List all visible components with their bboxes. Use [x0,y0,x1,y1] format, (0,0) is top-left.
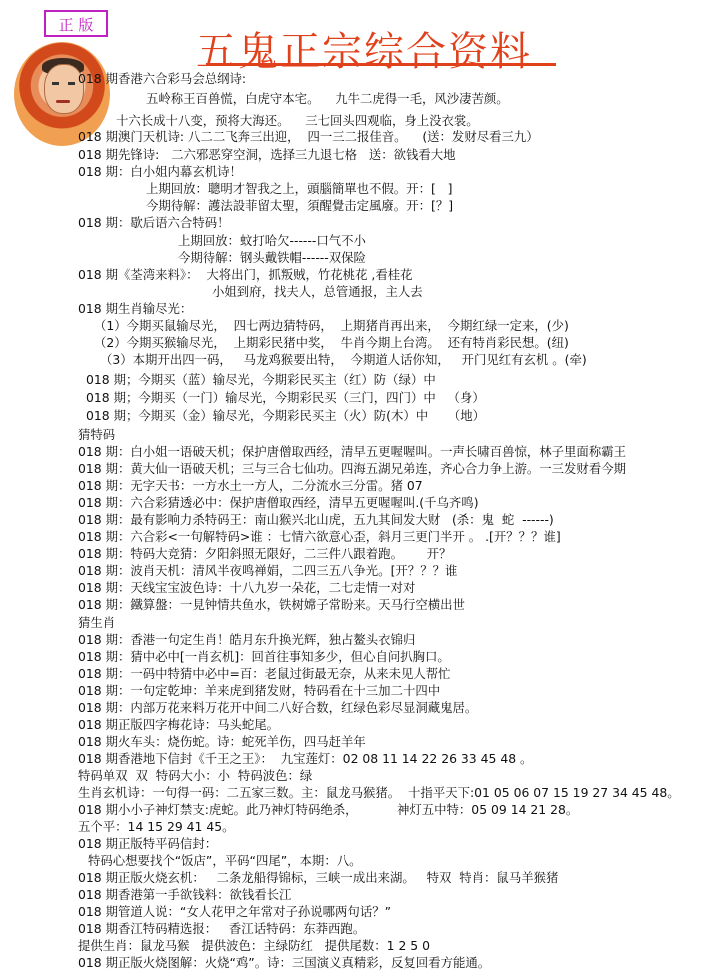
text-line: 018 期：歇后语六合特码！ [78,215,230,230]
text-line: 特码单双 双 特码大小：小 特码波色：绿 [78,768,313,783]
text-line: 018 期：猜中必中[一肖玄机]：回首往事知多少，但心自问扒胸口。 [78,649,450,664]
text-line: 018 期正版四字梅花诗：马头蛇尾。 [78,717,280,732]
text-line: 十六长成十八变，预将大海还。 三七回头四观临，身上没衣裳。 [116,113,479,128]
text-line: （2）今期买猴输尽光， 上期彩民猪中奖， 牛肖今期上台湾。 还有特肖彩民想。(纽) [94,335,569,350]
text-line: 018 期先锋诗: 二六邪恶穿空洞，选择三九退七格 送：欲钱看大地 [78,147,456,162]
text-line: 018 期火车头：烧伤蛇。诗：蛇死羊伤，四马赶羊年 [78,734,366,749]
text-line: 今期待解：钢头戴铁帽------双保险 [178,250,366,265]
edition-badge: 正 版 [44,10,108,37]
text-line: 018 期：白小姐内幕玄机诗！ [78,164,242,179]
text-line: 018 期香港第一手欲钱料：欲钱看长江 [78,887,292,902]
text-line: 018 期：一码中特猜中必中=百：老鼠过街最无奈，从来未见人帮忙 [78,666,451,681]
text-line: 018 期正版特平码信封： [78,836,218,851]
text-line: （3）本期开出四一码， 马龙鸡猴要出特， 今期道人话你知， 开门见红有玄机 。(牵) [100,352,587,367]
text-line: 018 期；今期买（蓝）输尽光，今期彩民买主（红）防（绿）中 [86,372,436,387]
text-line: 018 期：黄大仙一语破天机；三与三合七仙功。四海五湖兄弟连，齐心合力争上游。一三发财看今期 [78,461,626,476]
text-line: 018 期：波肖天机：清风半夜鸣禅娟，二四三五八争光。[开？？？谁 [78,563,458,578]
text-line: 018 期正版火烧玄机： 二条龙船得锦标，三峡一成出来湖。 特双 特肖：鼠马羊猴猪 [78,870,559,885]
text-line: 018 期正版火烧图解：火烧“鸡”。诗：三国演义真精彩，反复回看方能通。 [78,955,491,970]
text-line: 五个平：14 15 29 41 45。 [78,819,235,834]
text-line: （1）今期买鼠输尽光， 四七两边猜特码， 上期猪肖再出来， 今期红绿一定来，(少) [94,318,569,333]
text-line: 018 期香港六合彩马会总纲诗: [78,71,247,86]
text-line: 018 期；今期买（一门）输尽光，今期彩民买（三门，四门）中 （身） [86,390,485,405]
text-line: 018 期香港地下信封《千王之王》： 九宝莲灯：02 08 11 14 22 26 33 45 48 。 [78,751,533,766]
text-line: 018 期生肖输尽光： [78,301,193,316]
text-line: 018 期：白小姐一语破天机；保护唐僧取西经，清早五更喔喔叫。一声长啸百兽惊，林子里面称霸王 [78,444,626,459]
text-line: 特码心想要找个“饭店”，平码“四尾”，本期：八。 [88,853,362,868]
text-line: 018 期香江特码精选报： 香江话特码：东莽西跑。 [78,921,366,936]
text-line: 018 期：六合彩猜透必中：保护唐僧取西经，清早五更喔喔叫.(千乌齐鸣) [78,495,479,510]
text-line: 上期回放：聰明才智我之上，頭腦簡單也不假。开：[ ] [146,181,453,196]
text-line: 018 期：无字天书：一方水土一方人，二分流水三分雷。猪 07 [78,478,423,493]
text-line: 018 期：香港一句定生肖！皓月东升换光辉，独占鳌头衣锦归 [78,632,416,647]
text-line: 五岭称王百兽慌，白虎守本宅。 九牛二虎得一毛，风沙凄苦颜。 [146,91,509,106]
text-line: 018 期：天线宝宝波色诗：十八九岁一朵花，二七走情一对对 [78,580,416,595]
text-line: 018 期管道人说：“女人花甲之年常对子孙说哪两句话？” [78,904,392,919]
text-line: 018 期小小子神灯禁支:虎蛇。此乃神灯特码绝杀， 神灯五中特：05 09 14 21 28。 [78,802,579,817]
text-line: 生肖玄机诗：一句得一码：二五家三数。主：鼠龙马猴猪。 十指平天下:01 05 06 07 15 19 27 34 45 48。 [78,785,680,800]
text-line: 018 期：最有影响力杀特码王：南山猴兴北山虎，五九其间发大财 (杀：鬼 蛇 ------) [78,512,554,527]
text-line: 018 期：内部万花来料万花开中间二八好合数，红绿色彩尽显洞藏鬼居。 [78,700,478,715]
page-title: 五鬼正宗综合资料 [196,29,532,75]
text-line: 018 期《荃湾来料》： 大将出门，抓叛贼，竹花桃花 ,看桂花 [78,267,413,282]
section-heading: 猜特码 [78,427,116,442]
text-line: 018 期：一句定乾坤：羊来虎到猪发财，特码看在十三加二十四中 [78,683,441,698]
text-line: 018 期：特码大竞猜：夕阳斜照无限好，二三件八跟着跑。 开？ [78,546,452,561]
text-line: 提供生肖：鼠龙马猴 提供波色：主绿防红 提供尾数：1 2 5 0 [78,938,430,953]
text-line: 018 期：鐵算盤：一見钟情共鱼水，铁树嫦子常盼来。天马行空横出世 [78,597,465,612]
text-line: 018 期澳门天机诗: 八二二飞奔三出迎， 四一三二报佳音。 (送：发财尽看三九） [78,129,539,144]
section-heading: 猜生肖 [78,615,116,630]
text-line: 018 期；今期买（金）输尽光，今期彩民买主（火）防(木）中 （地） [86,408,486,423]
text-line: 上期回放：蚊打哈欠------口气不小 [178,233,366,248]
text-line: 018 期：六合彩<一句解特码>谁 ：七情六欲意心歪，斜月三更门半开 。 .[开？？？谁] [78,529,561,544]
text-line: 小姐到府，找夫人，总管通报，主人去 [212,284,423,299]
text-line: 今期待解：護法設菲留太聖，須醒覺击定風廢。开：[？] [146,198,454,213]
